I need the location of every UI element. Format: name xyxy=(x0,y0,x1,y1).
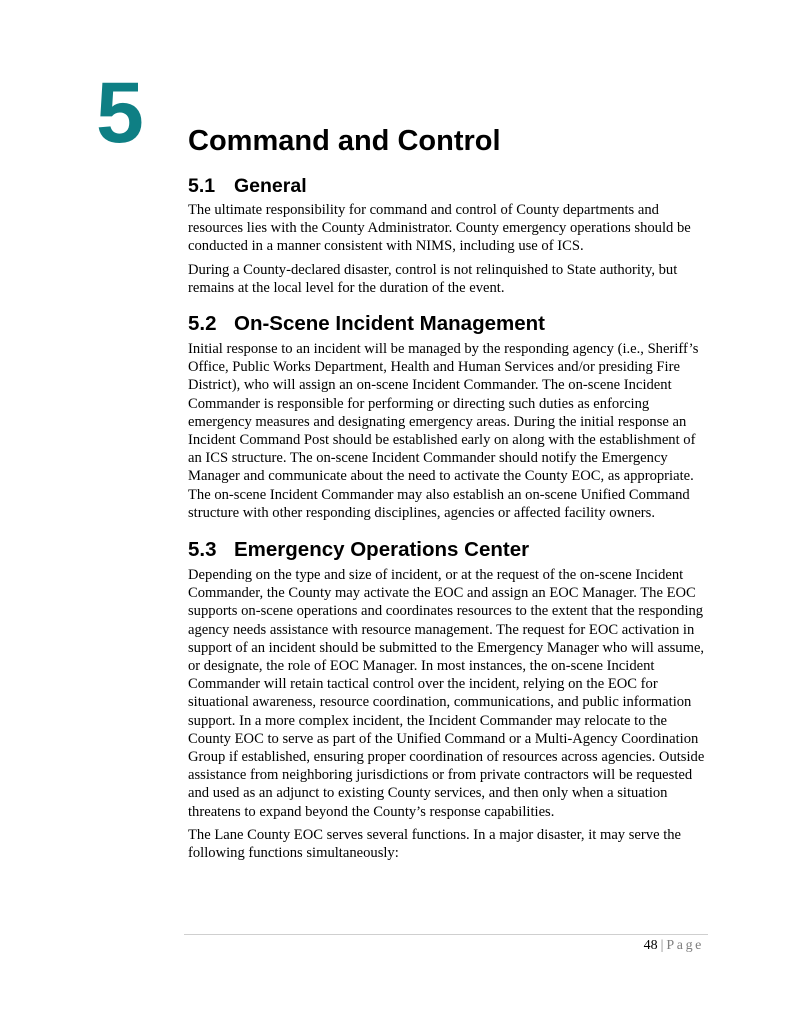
chapter-number: 5 xyxy=(96,65,144,161)
section-title: On-Scene Incident Management xyxy=(234,312,545,336)
paragraph: During a County-declared disaster, control is not relinquished to State authority, but remains at the local level for the duration of the event. xyxy=(188,261,678,296)
section-number: 5.2 xyxy=(188,312,217,336)
footer-divider xyxy=(184,934,708,935)
section-heading-emergency-operations-center xyxy=(188,537,708,563)
section-heading-general xyxy=(188,174,708,198)
page-label: Page xyxy=(666,938,704,953)
chapter-title: Command and Control xyxy=(188,125,501,157)
section-number: 5.3 xyxy=(188,538,217,562)
paragraph: The Lane County EOC serves several functions. In a major disaster, it may serve the following functions simultaneously: xyxy=(188,826,682,862)
section-title: Emergency Operations Center xyxy=(234,538,530,562)
section-title: General xyxy=(234,175,307,197)
paragraph: Initial response to an incident will be managed by the responding agency (i.e., Sheriff’s Office, Public Works Department, Health and Human Services and/or presiding Fire District), who will assign an on-scene Incident Commander. The on-scene Incident Commander is responsible for performing or directing such duties as enforcing emergency measures and designating emergency areas. During the initial response an Incident Command Post should be established early on along with the establishment of an ICS structure. The on-scene Incident Commander should notify the Emergency Manager and communicate about the need to activate the County EOC, as appropriate. The on-scene Incident Commander may also establish an on-scene Unified Command structure with other responding disciplines, agencies or affected facility owners. xyxy=(188,341,699,521)
page-number: 48 xyxy=(643,938,658,953)
document-body xyxy=(188,174,708,867)
paragraph: The ultimate responsibility for command and control of County departments and resources lies with the County Administrator. County emergency operations should be conducted in a manner consistent with NIMS, including use of ICS. xyxy=(188,202,691,255)
paragraph: Depending on the type and size of incident, or at the request of the on-scene Incident Commander, the County may activate the EOC and assign an EOC Manager. The EOC supports on-scene operations and coordinates resources to the extent that the responding agency needs assistance with resource management. The request for EOC activation in support of an incident should be submitted to the Emergency Manager who will assume, or designate, the role of EOC Manager. In most instances, the on-scene Incident Commander will retain tactical control over the incident, relying on the EOC for situational awareness, resource coordination, communications, and public information support. In a more complex incident, the Incident Commander may relocate to the County EOC to serve as part of the Unified Command or a Multi-Agency Coordination Group if established, ensuring proper coordination of resources across agencies. Outside assistance from neighboring jurisdictions or from private contractors will be requested and used as an adjunct to existing County services, and then only when a situation threatens to expand beyond the County’s response capabilities. xyxy=(188,567,705,820)
section-heading-on-scene-incident-management xyxy=(188,311,708,337)
footer-separator: | xyxy=(660,938,664,953)
section-number: 5.1 xyxy=(188,175,216,197)
page-footer xyxy=(644,938,704,954)
